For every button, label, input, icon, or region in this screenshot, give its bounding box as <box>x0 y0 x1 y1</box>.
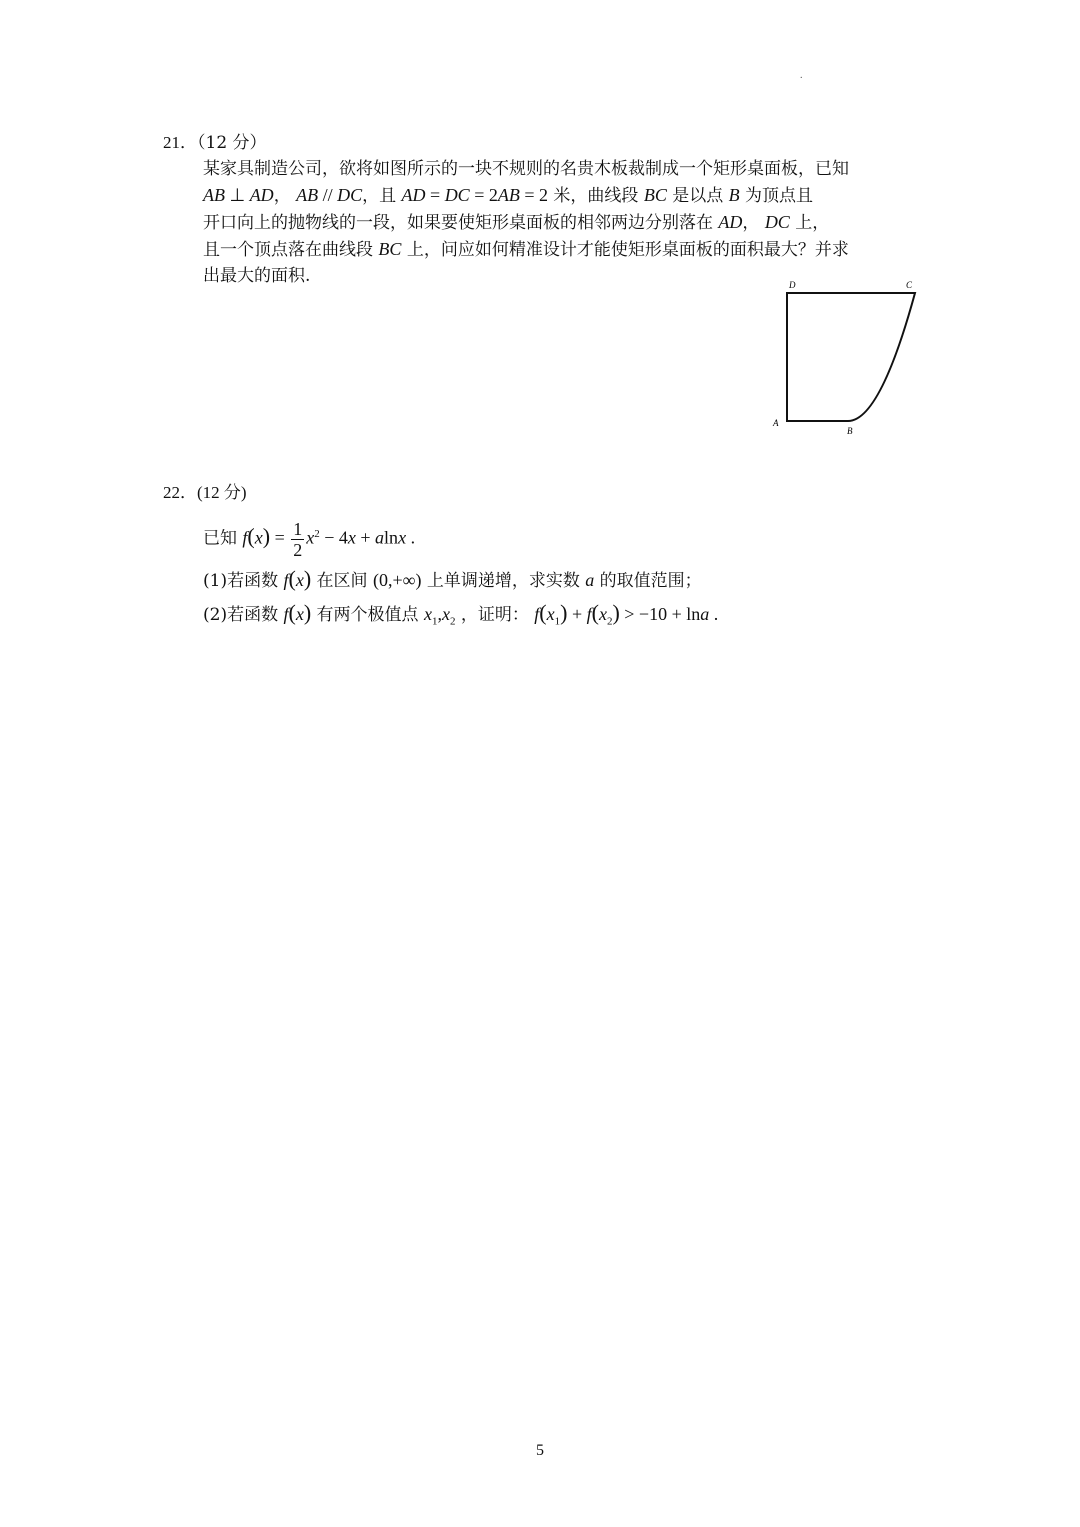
math-var: a <box>375 527 385 548</box>
math-op: = <box>425 185 445 205</box>
math-op: = <box>270 527 290 548</box>
math-var: AB <box>203 185 225 205</box>
math-op: . <box>406 527 416 548</box>
top-mark: . <box>800 70 803 81</box>
question-21-line-2 <box>163 182 923 209</box>
text: ， <box>273 186 297 206</box>
math-var: DC <box>337 185 363 205</box>
math-var: x <box>598 603 607 624</box>
math-var: x <box>295 603 304 624</box>
math-var: f <box>283 603 289 624</box>
math-op: = 2 <box>469 185 498 205</box>
question-22-part-1: (1)若函数 f(x) 在区间 (0,+∞) 上单调递增，求实数 a 的取值范围； <box>203 565 702 591</box>
math-var: x <box>423 603 432 624</box>
math-var: x <box>306 527 315 548</box>
text: 出最大的面积. <box>203 266 311 286</box>
question-22-given: 已知 f(x) = $\frac{1}{2}$ $x^2 - 4x + alnx$ . <box>203 518 416 560</box>
text: (2)若函数 <box>203 604 284 625</box>
math-var: DC <box>764 212 790 232</box>
math-op: − 4 <box>319 527 348 548</box>
math-var: BC <box>378 239 402 259</box>
text: 有两个极值点 <box>311 604 424 625</box>
text: 某家具制造公司，欲将如图所示的一块不规则的名贵木板裁制成一个矩形桌面板，已知 <box>203 159 849 179</box>
math-var: a <box>700 603 710 624</box>
question-22-header <box>163 480 923 506</box>
question-score: （12 分） <box>197 133 267 153</box>
label-D: D <box>789 280 796 290</box>
question-21-line-3 <box>163 209 923 236</box>
math-var: f <box>586 603 592 624</box>
question-number: 21． <box>163 133 197 152</box>
math-var: AB <box>497 185 520 205</box>
question-21-line-4 <box>163 236 923 263</box>
label-C: C <box>906 280 913 290</box>
subscript: 1 <box>554 615 561 628</box>
text: 上，问应如何精准设计才能使矩形桌面板的面积最大？并求 <box>401 240 849 260</box>
subscript: 2 <box>449 615 456 628</box>
math-var: f <box>242 527 248 548</box>
math-var: DC <box>444 185 470 205</box>
math-op: > −10 + ln <box>619 603 701 624</box>
text: 为顶点且 <box>739 186 814 206</box>
text: ，证明： <box>455 604 535 625</box>
text: 已知 <box>203 528 243 549</box>
math-interval: (0,+∞) <box>372 569 422 590</box>
math-var: a <box>585 569 595 590</box>
fraction-numerator: 1 <box>293 518 303 539</box>
fraction-denominator: 2 <box>293 539 303 560</box>
exponent: 2 <box>314 528 320 540</box>
label-A: A <box>773 418 779 428</box>
question-number: 22． <box>163 483 197 502</box>
text: (1)若函数 <box>203 570 284 591</box>
question-22-part-2: (2)若函数 f(x) 有两个极值点 $x_1,x_2$ ，证明： $f(x_1) + f(x_2) > -10 + \ln a$ . <box>203 599 719 628</box>
math-var: AD <box>401 185 426 205</box>
math-var: x <box>295 569 304 590</box>
text: 是以点 <box>666 186 729 206</box>
math-var: f <box>534 603 540 624</box>
board-figure <box>760 272 930 442</box>
text: 上单调递增，求实数 <box>421 570 586 591</box>
text: ，且 <box>362 186 402 206</box>
subscript: 1 <box>431 615 438 628</box>
fraction <box>291 519 304 560</box>
text: ， <box>742 213 765 233</box>
math-var: x <box>254 527 263 548</box>
question-22 <box>163 480 923 637</box>
math-var: f <box>283 569 289 590</box>
math-var: x <box>398 527 407 548</box>
math-op: + <box>567 603 587 624</box>
question-21 <box>163 130 923 289</box>
math-var: x <box>546 603 555 624</box>
question-score: (12 分) <box>197 483 247 502</box>
question-21-line-1 <box>163 156 923 182</box>
subscript: 2 <box>606 615 613 628</box>
text: 米，曲线段 <box>548 186 644 206</box>
math-op: + <box>355 527 376 548</box>
math-var: AD <box>718 212 743 232</box>
text: 开口向上的抛物线的一段，如果要使矩形桌面板的相邻两边分别落在 <box>203 213 719 233</box>
math-fn: ln <box>384 527 399 548</box>
math-var: AD <box>249 185 274 205</box>
math-var: BC <box>643 185 667 205</box>
math-var: B <box>728 185 740 205</box>
math-op: , <box>437 603 442 624</box>
question-21-header <box>163 130 923 156</box>
text: 上， <box>789 213 830 233</box>
text: 且一个顶点落在曲线段 <box>203 240 379 260</box>
math-op: . <box>709 603 719 624</box>
math-op: ⊥ <box>225 185 250 205</box>
text: 在区间 <box>311 570 373 591</box>
math-op: = 2 <box>519 185 549 205</box>
math-var: x <box>347 527 356 548</box>
math-op: // <box>318 185 338 205</box>
page-number: 5 <box>536 1442 544 1459</box>
math-var: x <box>441 603 450 624</box>
math-var: AB <box>296 185 319 205</box>
label-B: B <box>847 426 853 436</box>
text: 的取值范围； <box>594 570 702 591</box>
board-outline <box>787 293 915 421</box>
